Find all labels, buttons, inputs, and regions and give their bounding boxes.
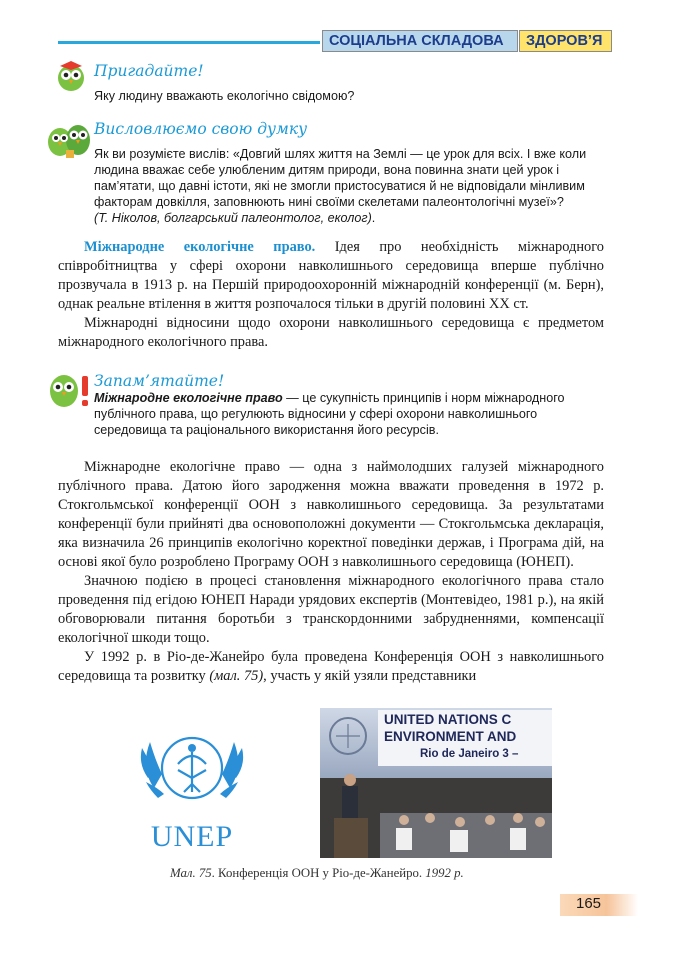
unep-emblem-icon <box>128 718 256 822</box>
opinion-line: людина вважає себе улюбленим дитям природи, вона повинна знати цей урок і <box>94 163 560 177</box>
paragraph-5-end: , участь у якій узяли представники <box>263 668 477 684</box>
header-section-tab: СОЦІАЛЬНА СКЛАДОВА <box>322 30 518 52</box>
opinion-line: пам’ятати, що давні істоти, які не змогли пристосуватися й не відповідали мінливим <box>94 179 585 193</box>
definition-line: — це сукупність принципів і норм міжнародного <box>282 391 565 405</box>
definition-line: середовища та раціонального використання його ресурсів. <box>94 423 439 437</box>
opinion-line: факторам довкілля, заповнюють нині своїми скелетами палеонтологічні музеї»? <box>94 195 564 209</box>
remember-question: Яку людину вважають екологічно свідомою? <box>94 89 355 103</box>
definition-box <box>94 390 610 438</box>
owl-graduate-icon <box>56 58 86 92</box>
opinion-attribution: (Т. Ніколов, болгарський палеонтолог, еколог) <box>94 211 372 225</box>
page-number: 165 <box>576 895 602 912</box>
paragraph-5-text: У 1992 р. в Ріо-де-Жанейро була проведена Конференція ООН з навколишнього середовища та розвитку <box>58 649 604 684</box>
paragraph-1-text: Ідея про необхідність міжнародного співробітництва у сфері охорони навколишнього середовища вперше публічно прозвучала в 1913 р. на Першій природоохоронній міжнародній конференції (м. Берн), однак реальне втілення в життя розпочалося тільки в другій половині XX ст. <box>58 239 604 312</box>
header-topic-tab: ЗДОРОВ’Я <box>519 30 612 52</box>
remember-title: Пригадайте! <box>94 62 204 80</box>
opinion-title: Висловлюємо свою думку <box>94 120 308 138</box>
sign-line-2: ENVIRONMENT AND <box>384 729 517 744</box>
unep-wordmark: UNEP <box>150 820 234 853</box>
caption-label: Мал. 75 <box>170 866 212 880</box>
paragraph-4: Значною подією в процесі становлення міжнародного екологічного права стало проведення під егідою ЮНЕП Наради урядових експертів (Монтевідео, 1981 р.), на якій обговорювали питання боротьби з транскордонними забрудненнями, компенсації екологічної шкоди тощо. <box>58 573 604 646</box>
owl-exclamation-icon <box>46 370 92 410</box>
header-rule <box>58 41 320 44</box>
sign-line-1: UNITED NATIONS C <box>384 712 512 727</box>
section-heading: Міжнародне екологічне право. <box>84 239 316 255</box>
main-text <box>58 458 604 686</box>
figure-reference: (мал. 75) <box>209 668 264 684</box>
definition-term: Міжнародне екологічне право <box>94 391 283 405</box>
caption-year: 1992 р. <box>425 866 464 880</box>
opinion-line: Як ви розумієте вислів: «Довгий шлях життя на Землі — це урок для всіх. І вже коли <box>94 147 587 161</box>
paragraph-5 <box>58 648 604 686</box>
paragraph-2: Міжнародні відносини щодо охорони навколишнього середовища є предметом міжнародного екологічного права. <box>58 315 604 350</box>
definition-line: публічного права, що регулюють відносини у сфері охорони навколишнього <box>94 407 538 421</box>
paragraph-1 <box>58 238 604 314</box>
opinion-attribution-tail: . <box>371 211 376 225</box>
unep-logo <box>128 718 256 858</box>
memorize-title: Запам’ятайте! <box>94 372 225 390</box>
paragraph-3: Міжнародне екологічне право — одна з наймолодших галузей міжнародного публічного права. Датою його зародження можна вважати проведення в 1972 р. Стокгольмської конференції ООН з навколишнього середовища. За результатами конференції були прийняті два основоположні документи — Стокгольмська декларація, яка визначила 26 принципів екологічно коректної поведінки держав, і Програма дій, на основі якої було розроблено Програму ООН з навколишнього середовища (ЮНЕП). <box>58 459 604 570</box>
opinion-quote <box>94 146 610 226</box>
sign-line-3: Rio de Janeiro 3 – <box>420 748 519 760</box>
figure-caption <box>170 866 464 881</box>
section-intro <box>58 238 604 352</box>
page-number-tab <box>560 894 638 916</box>
conference-photo <box>320 708 552 858</box>
caption-text: . Конференція ООН у Ріо-де-Жанейро. <box>211 866 426 880</box>
two-owls-icon <box>46 120 92 160</box>
